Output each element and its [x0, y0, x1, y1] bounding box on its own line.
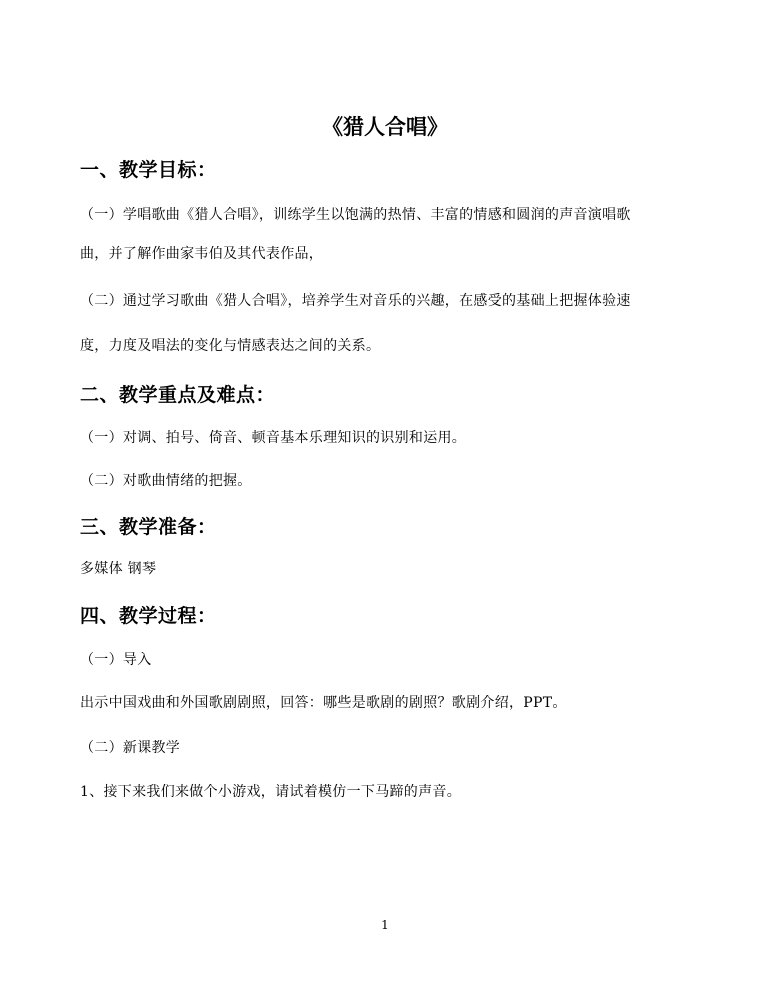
section-heading-preparation: 三、教学准备：	[80, 516, 217, 538]
page-number: 1	[381, 918, 389, 932]
paragraph-line: 度，力度及唱法的变化与情感表达之间的关系。	[80, 338, 381, 354]
paragraph-line: 曲，并了解作曲家韦伯及其代表作品，	[80, 246, 324, 262]
section-heading-key-points: 二、教学重点及难点：	[80, 384, 276, 406]
paragraph-line: （一）学唱歌曲《猎人合唱》，训练学生以饱满的热情、丰富的情感和圆润的声音演唱歌	[80, 207, 631, 223]
section-heading-process: 四、教学过程：	[80, 605, 217, 627]
paragraph-line: 出示中国戏曲和外国歌剧剧照，回答：哪些是歌剧的剧照？歌剧介绍，PPT。	[80, 695, 567, 711]
paragraph-line: （一）导入	[80, 652, 152, 668]
paragraph-line: 1、接下来我们来做个小游戏，请试着模仿一下马蹄的声音。	[80, 784, 462, 800]
paragraph-line: （二）新课教学	[80, 740, 181, 756]
paragraph-line: （二）对歌曲情绪的把握。	[80, 473, 252, 489]
document-title: 《猎人合唱》	[322, 114, 448, 139]
paragraph-line: 多媒体 钢琴	[80, 561, 157, 577]
paragraph-line: （二）通过学习歌曲《猎人合唱》，培养学生对音乐的兴趣，在感受的基础上把握体验速	[80, 293, 631, 309]
section-heading-objectives: 一、教学目标：	[80, 159, 217, 181]
paragraph-line: （一）对调、拍号、倚音、顿音基本乐理知识的识别和运用。	[80, 430, 467, 446]
